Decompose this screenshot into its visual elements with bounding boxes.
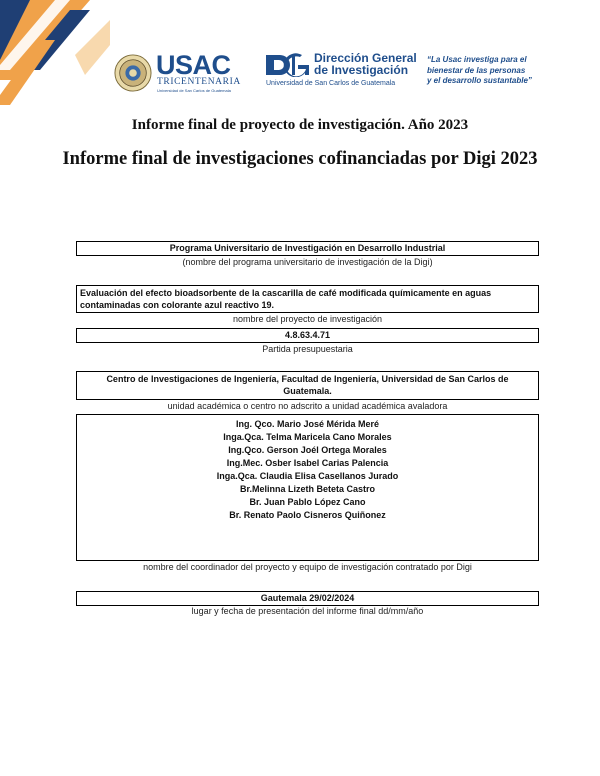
slogan-line: y el desarrollo sustantable” [427,76,532,85]
main-title: Informe final de investigaciones cofinanciadas por Digi 2023 [62,149,538,169]
program-name: Programa Universitario de Investigación en Desarrollo Industrial [169,243,446,253]
project-box [76,285,539,313]
project-name: Evaluación del efecto bioadsorbente de la cascarilla de café modificada químicamente en aguas contaminadas con colorante azul reactivo 19. [80,288,492,310]
slogan-line: “La Usac investiga para el [427,55,527,64]
team-caption: nombre del coordinador del proyecto y equipo de investigación contratado por Digi [143,562,472,572]
place-date-box [76,591,539,606]
unit-name: Centro de Investigaciones de Ingeniería, Facultad de Ingeniería, Universidad de San Carlos de Guatemala. [106,374,509,396]
team-member: Ing. Qco. Mario José Mérida Meré [235,419,380,429]
usac-seal-icon [114,54,152,92]
team-member: Br. Juan Pablo López Cano [249,497,366,507]
budget-box [76,328,539,343]
unit-box [76,371,539,400]
corner-decoration [0,0,110,110]
slogan-line: bienestar de las personas [427,65,526,75]
unit-caption: unidad académica o centro no adscrito a unidad académica avaladora [167,401,448,411]
digi-title-line1: Dirección General [314,51,417,65]
project-caption: nombre del proyecto de investigación [232,314,383,324]
digi-title-line2: de Investigación [314,63,409,77]
budget-caption: Partida presupuestaria [262,344,353,354]
report-title: Informe final de proyecto de investigación. Año 2023 [131,117,469,133]
usac-logo-text: USAC [156,50,231,80]
team-member: Inga.Qca. Claudia Elisa Casellanos Jurado [216,471,399,481]
team-box [76,414,539,561]
budget-code: 4.8.63.4.71 [284,330,331,340]
program-box [76,241,539,256]
team-member: Ing.Mec. Osber Isabel Carias Palencia [226,458,389,468]
team-member: Ing.Qco. Gerson Joél Ortega Morales [228,445,387,455]
digi-logo-icon [266,53,310,77]
place-date: Gautemala 29/02/2024 [260,593,355,603]
slogan [427,55,567,87]
team-member: Br.Melinna Lizeth Beteta Castro [239,484,376,494]
usac-tricentenaria-text: TRICENTENARIA [157,77,241,87]
program-caption: (nombre del programa universitario de investigación de la Digi) [182,257,433,267]
digi-university-text: Universidad de San Carlos de Guatemala [266,80,396,87]
team-member: Br. Renato Paolo Cisneros Quiñonez [229,510,386,520]
usac-university-text: Universidad de San Carlos de Guatemala [157,88,231,93]
team-member: Inga.Qca. Telma Maricela Cano Morales [223,432,392,442]
place-date-caption: lugar y fecha de presentación del informe final dd/mm/año [191,606,424,616]
